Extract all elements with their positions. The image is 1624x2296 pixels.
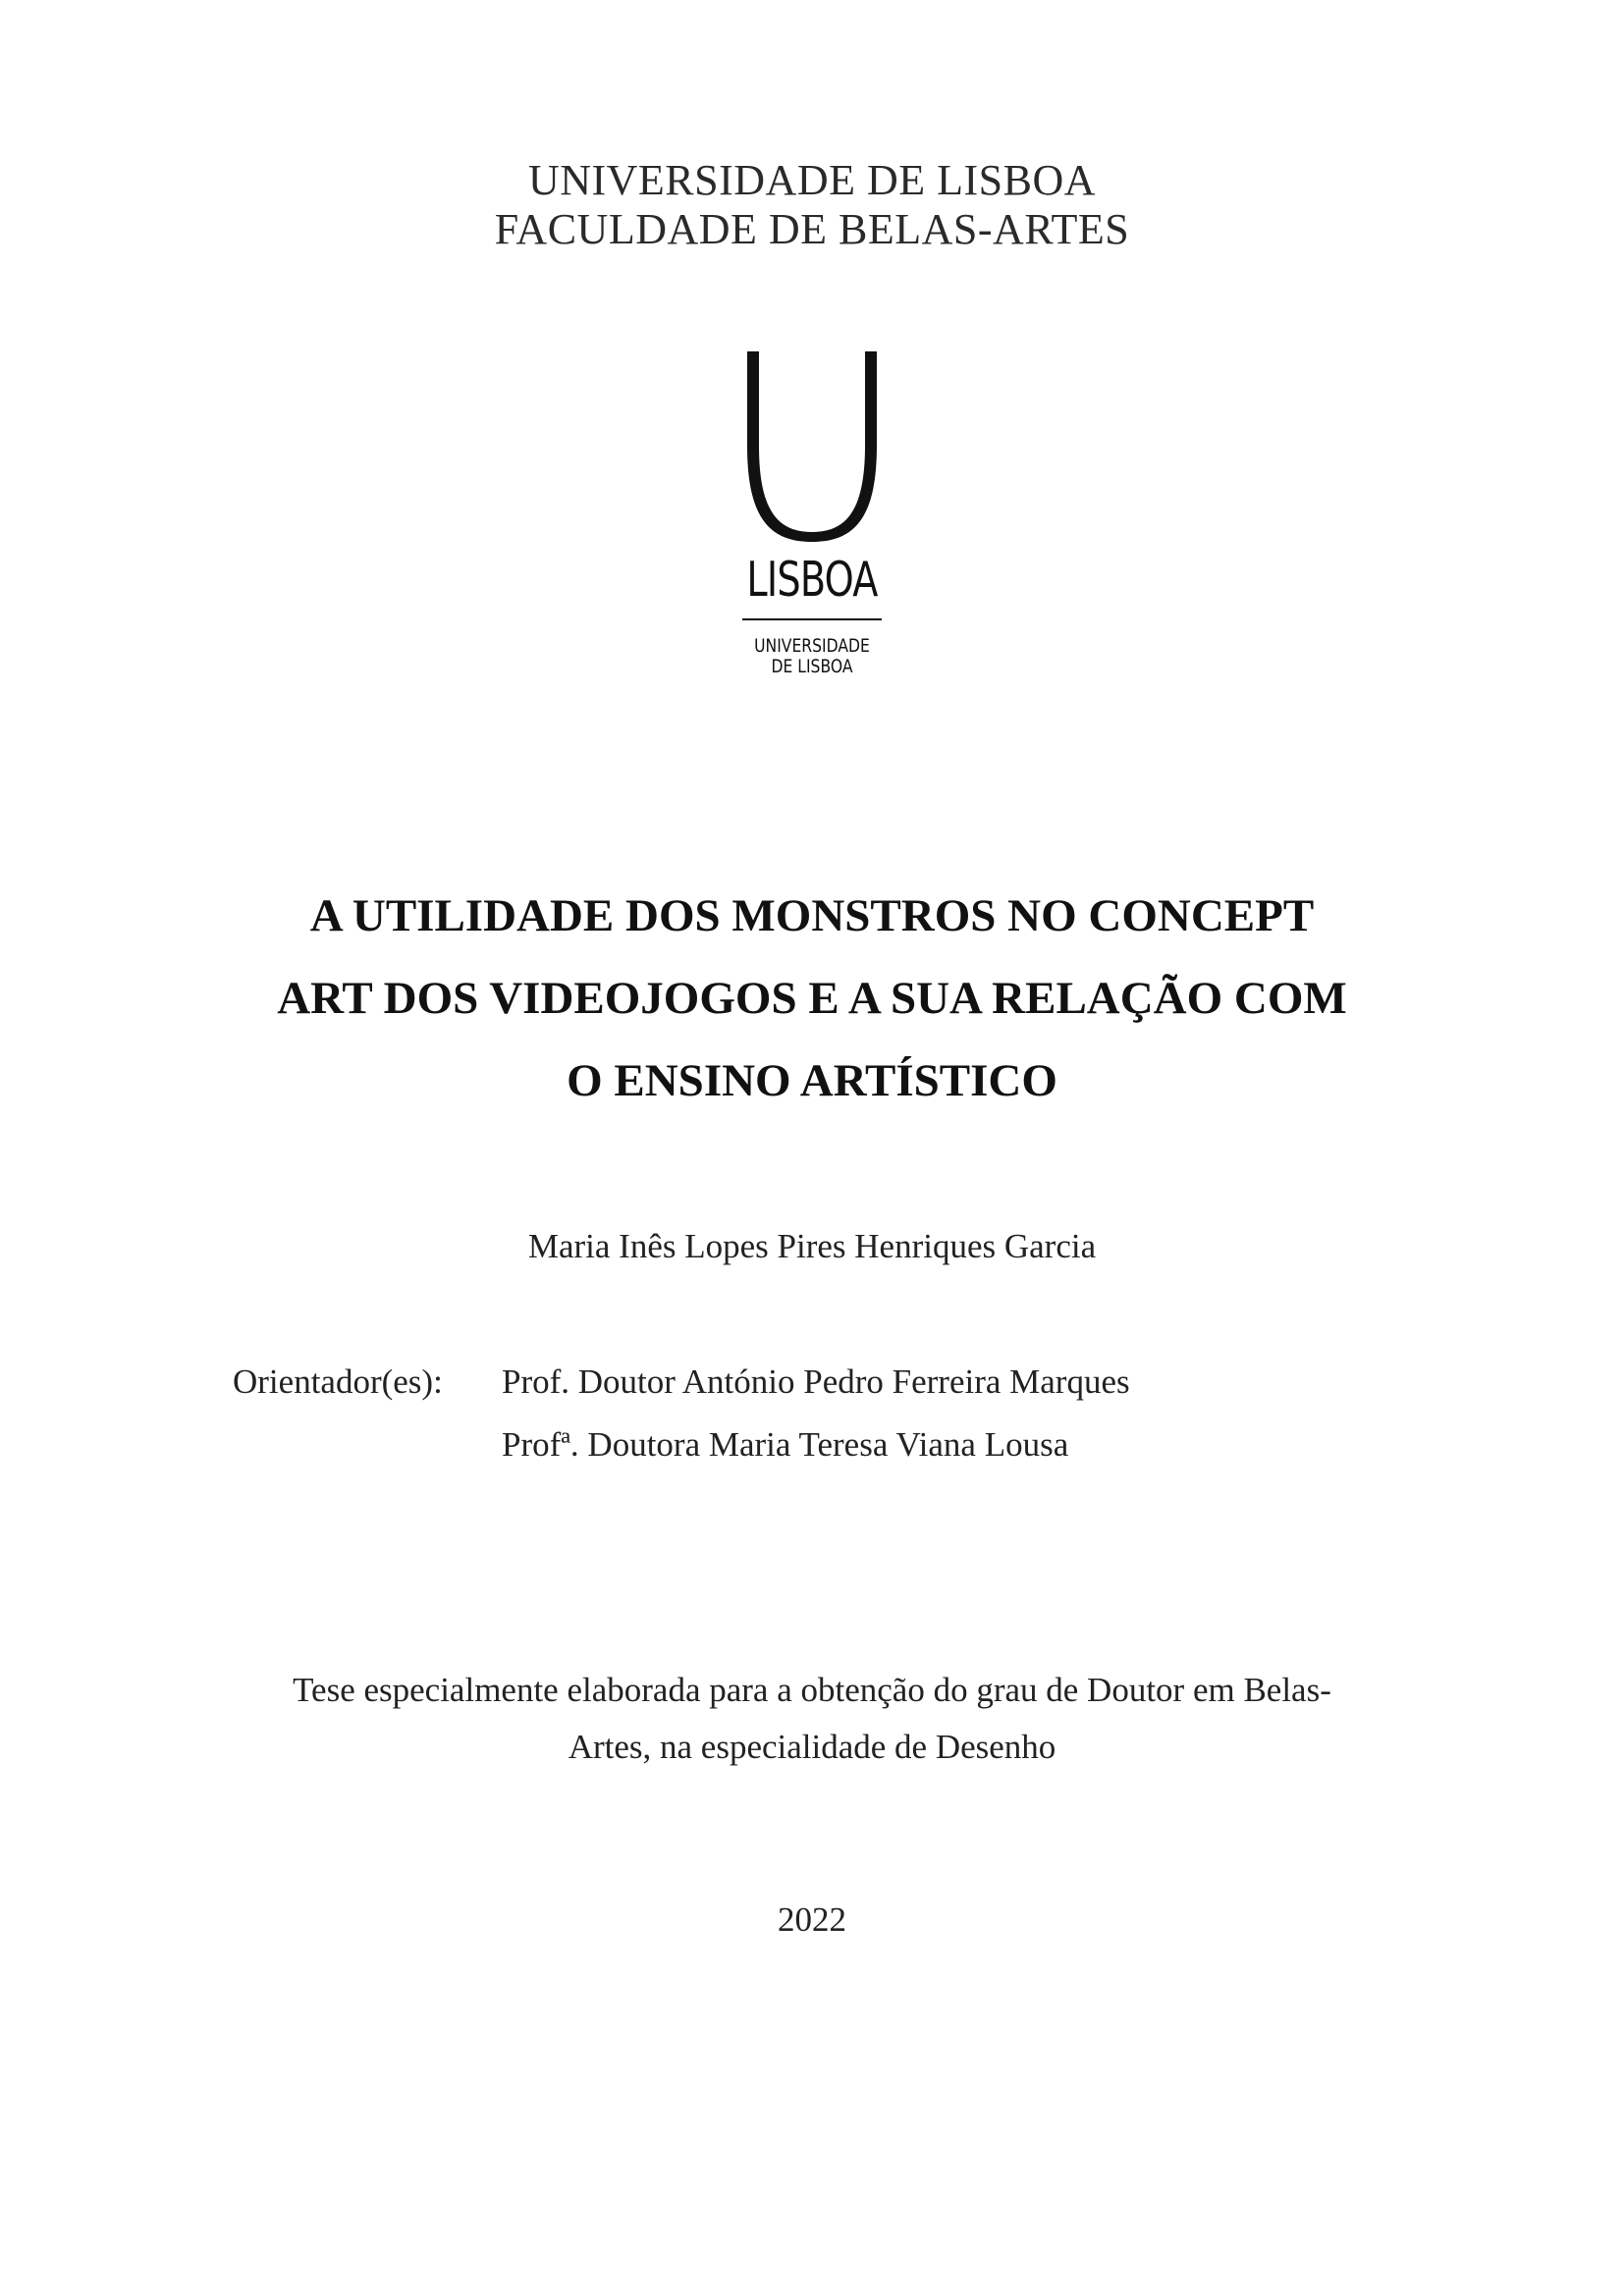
advisor-2: Profª. Doutora Maria Teresa Viana Lousa	[502, 1425, 1069, 1464]
advisor-1: Prof. Doutor António Pedro Ferreira Marques	[502, 1362, 1130, 1401]
logo-divider	[742, 618, 882, 620]
title-line-1: A UTILIDADE DOS MONSTROS NO CONCEPT	[309, 890, 1315, 941]
logo-subtitle-line1: UNIVERSIDADE	[754, 635, 870, 657]
ulisboa-logo	[707, 344, 917, 697]
advisors-label: Orientador(es):	[233, 1362, 443, 1401]
title-line-2: ART DOS VIDEOJOGOS E A SUA RELAÇÃO COM	[277, 973, 1347, 1024]
thesis-statement-line-2: Artes, na especialidade de Desenho	[568, 1728, 1056, 1766]
faculty-name: FACULDADE DE BELAS-ARTES	[494, 205, 1130, 253]
author-name: Maria Inês Lopes Pires Henriques Garcia	[527, 1227, 1097, 1265]
university-name: UNIVERSIDADE DE LISBOA	[527, 156, 1097, 204]
year: 2022	[778, 1900, 846, 1939]
thesis-statement-line-1: Tese especialmente elaborada para a obtenção do grau de Doutor em Belas-	[293, 1671, 1331, 1709]
title-line-3: O ENSINO ARTÍSTICO	[567, 1055, 1057, 1106]
logo-subtitle-line2: DE LISBOA	[771, 656, 853, 677]
logo-wordmark: LISBOA	[746, 552, 878, 608]
